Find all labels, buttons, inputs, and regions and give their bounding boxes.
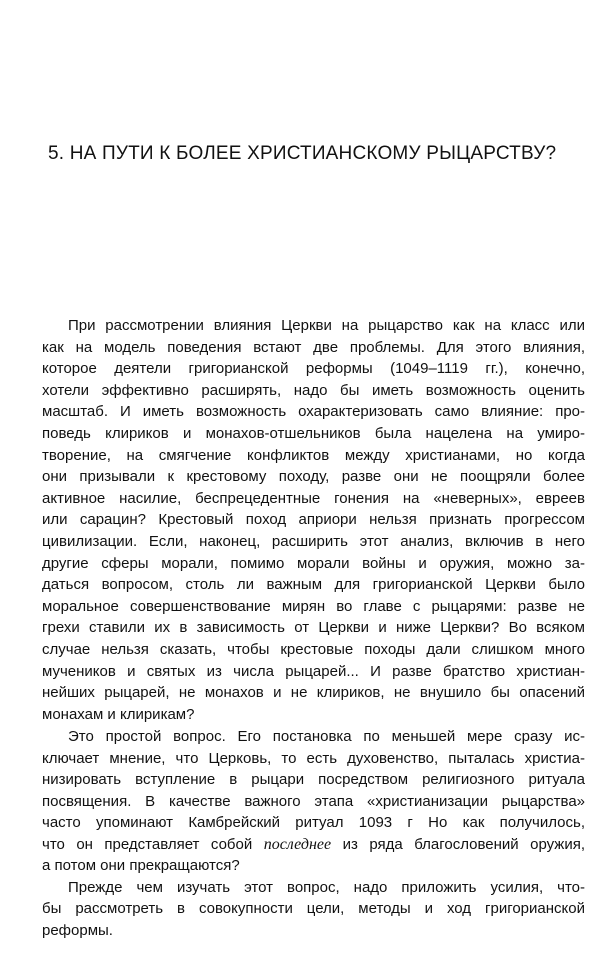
text-line: даться вопросом, столь ли важным для григорианской Церкви было (42, 576, 585, 594)
text-line: а потом они прекращаются? (42, 857, 240, 875)
text-line: поведь клириков и монахов-отшельников была нацелена на умиро- (42, 424, 585, 442)
body-text (42, 315, 585, 941)
chapter-title: 5. НА ПУТИ К БОЛЕЕ ХРИСТИАНСКОМУ РЫЦАРСТВУ? (48, 143, 557, 164)
text-segment: что он представляет собой (42, 835, 264, 853)
paragraph-3 (42, 877, 585, 942)
text-line: творение, на смягчение конфликтов между христианами, но когда (42, 446, 585, 464)
text-line: или сарацин? Крестовый поход априори нельзя признать прогрессом (42, 511, 585, 529)
text-line: случае нельзя сказать, чтобы крестовые походы дали слишком много (42, 640, 585, 658)
text-line (42, 834, 585, 856)
text-line: мучеников и святых из числа рыцарей... И разве братство христиан- (42, 662, 585, 680)
text-line: Прежде чем изучать этот вопрос, надо приложить усилия, что- (68, 878, 585, 896)
text-line: моральное совершенствование мирян во главе с рыцарями: разве не (42, 597, 585, 615)
paragraph-1 (42, 315, 585, 725)
text-line: ключает мнение, что Церковь, то есть духовенство, пыталась христиа- (42, 749, 585, 767)
text-line: цивилизации. Если, наконец, расширить этот анализ, включив в него (42, 532, 585, 550)
text-line: низировать вступление в рыцари посредством религиозного ритуала (42, 771, 585, 789)
text-line: Это простой вопрос. Его постановка по меньшей мере сразу ис- (68, 728, 585, 746)
paragraph-2 (42, 726, 585, 877)
text-line: масштаб. И иметь возможность охарактеризовать само влияние: про- (42, 403, 585, 421)
text-line: монахам и клирикам? (42, 705, 195, 723)
text-line: бы рассмотреть в совокупности цели, методы и ход григорианской (42, 900, 585, 918)
text-line: которое деятели григорианской реформы (1049–1119 гг.), конечно, (42, 360, 585, 378)
emphasized-word: последнее (263, 835, 332, 853)
text-line: реформы. (42, 921, 113, 939)
text-segment: из ряда благословений оружия, (331, 835, 585, 853)
text-line: При рассмотрении влияния Церкви на рыцарство как на класс или (68, 317, 585, 334)
text-line: как на модель поведения встают две проблемы. Для этого влияния, (42, 338, 585, 356)
text-line: грехи ставили их в зависимость от Церкви и ниже Церкви? Во всяком (42, 619, 585, 637)
text-line: нейших рыцарей, не монахов и не клириков, не внушило бы опасений (42, 684, 585, 702)
text-line: посвящения. В качестве важного этапа «христианизации рыцарства» (42, 792, 585, 810)
text-line: часто упоминают Камбрейский ритуал 1093 г Но как получилось, (42, 814, 585, 832)
text-line: хотели эффективно расширять, надо бы иметь возможность оценить (42, 381, 585, 399)
text-line: они призывали к крестовому походу, разве они не поощряли более (42, 468, 585, 486)
text-line: активное насилие, беспрецедентные гонения на «неверных», евреев (42, 489, 585, 507)
text-line: другие сферы морали, помимо морали войны и оружия, можно за- (42, 554, 585, 572)
